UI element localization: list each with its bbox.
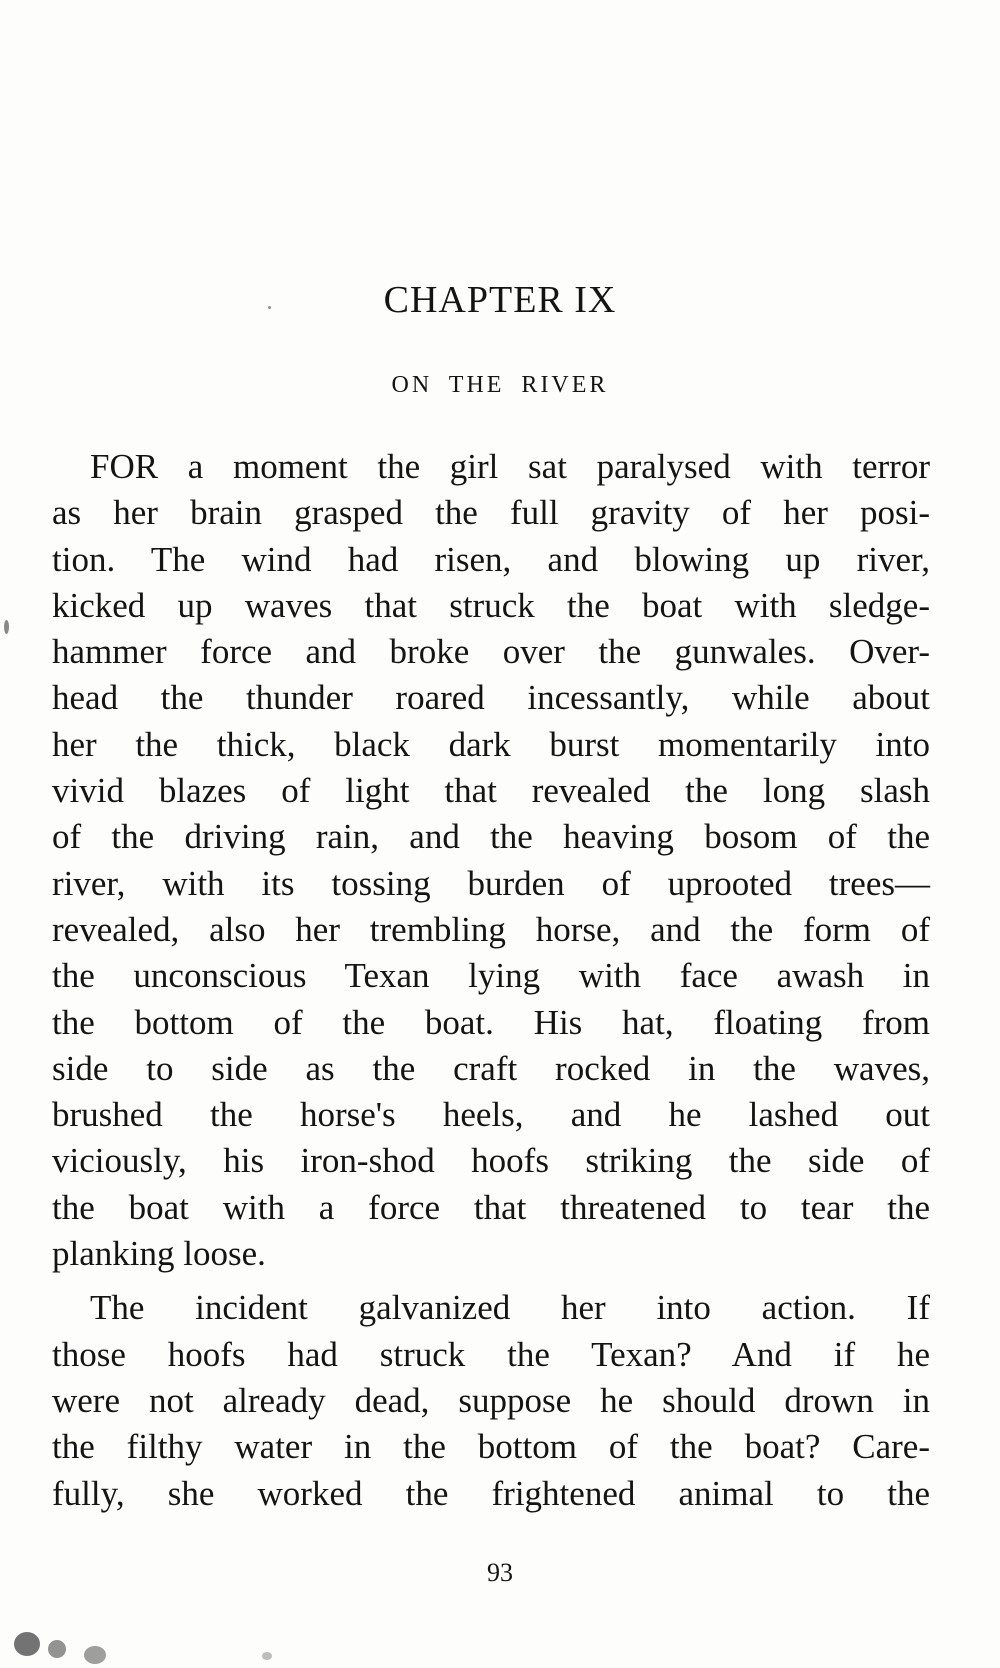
paragraph-1 bbox=[52, 444, 930, 1277]
chapter-subtitle: ON THE RIVER bbox=[391, 372, 609, 398]
text-line: The incident galvanized her into action. If bbox=[90, 1288, 930, 1328]
ink-speck bbox=[262, 1652, 272, 1660]
text-line: revealed, also her trembling horse, and the form of bbox=[52, 909, 930, 949]
text-line: head the thunder roared incessantly, while about bbox=[52, 678, 930, 718]
ink-speck bbox=[48, 1640, 66, 1658]
text-line: as her brain grasped the full gravity of her posi- bbox=[52, 493, 930, 533]
text-line: side to side as the craft rocked in the waves, bbox=[52, 1048, 930, 1088]
text-line: kicked up waves that struck the boat with sledge- bbox=[52, 585, 930, 625]
ink-speck bbox=[268, 306, 271, 309]
ink-speck bbox=[4, 620, 9, 634]
text-line: planking loose. bbox=[52, 1234, 266, 1274]
text-line: her the thick, black dark burst momentarily into bbox=[52, 724, 930, 764]
page-number: 93 bbox=[487, 1558, 513, 1587]
body-text bbox=[52, 444, 930, 1517]
text-line: tion. The wind had risen, and blowing up river, bbox=[52, 539, 930, 579]
ink-speck bbox=[84, 1646, 106, 1664]
text-line: river, with its tossing burden of uprooted trees— bbox=[52, 863, 930, 903]
paragraph-gap bbox=[52, 1277, 930, 1285]
text-line: vivid blazes of light that revealed the long slash bbox=[52, 771, 930, 811]
text-line: the unconscious Texan lying with face awash in bbox=[52, 956, 930, 996]
text-line: hammer force and broke over the gunwales. Over- bbox=[52, 632, 930, 672]
text-line: fully, she worked the frightened animal to the bbox=[52, 1473, 930, 1513]
text-line: the bottom of the boat. His hat, floating from bbox=[52, 1002, 930, 1042]
text-line: brushed the horse's heels, and he lashed out bbox=[52, 1095, 930, 1135]
text-line: viciously, his iron-shod hoofs striking the side of bbox=[52, 1141, 930, 1181]
text-line: FOR a moment the girl sat paralysed with terror bbox=[90, 447, 930, 486]
text-line: those hoofs had struck the Texan? And if he bbox=[52, 1334, 930, 1374]
text-line: the filthy water in the bottom of the boat? Care- bbox=[52, 1427, 930, 1467]
paragraph-2 bbox=[52, 1285, 930, 1516]
text-line: the boat with a force that threatened to tear the bbox=[52, 1187, 930, 1227]
text-line: were not already dead, suppose he should drown in bbox=[52, 1380, 930, 1420]
ink-speck bbox=[14, 1632, 40, 1656]
text-line: of the driving rain, and the heaving bosom of the bbox=[52, 817, 930, 857]
chapter-title: CHAPTER IX bbox=[383, 279, 617, 321]
